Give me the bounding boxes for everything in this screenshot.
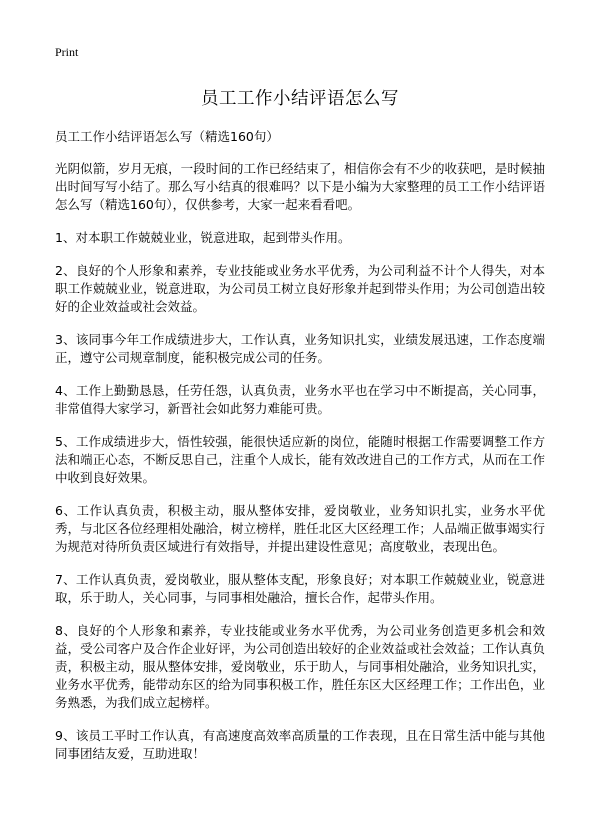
article-subtitle: 员工工作小结评语怎么写（精选160句）: [55, 129, 279, 144]
list-item: 4、工作上勤勤恳恳，任劳任怨，认真负责，业务水平也在学习中不断提高，关心同事，非常值得大家学习，新晋社会如此努力难能可贵。: [55, 383, 545, 416]
list-item: 3、该同事今年工作成绩进步大，工作认真，业务知识扎实，业绩发展迅速，工作态度端正，遵守公司规章制度，能积极完成公司的任务。: [55, 332, 545, 365]
intro-paragraph: 光阴似箭，岁月无痕，一段时间的工作已经结束了，相信你会有不少的收获吧，是时候抽出时间写写小结了。那么写小结真的很难吗？以下是小编为大家整理的员工工作小结评语怎么写（精选160句），仅供参考，大家一起来看看吧。: [55, 161, 545, 212]
list-item: 5、工作成绩进步大，悟性较强，能很快适应新的岗位，能随时根据工作需要调整工作方法和端正心态，不断反思自己，注重个人成长，能有效改进自己的工作方式，从而在工作中收到良好效果。: [55, 434, 545, 485]
list-item: 8、良好的个人形象和素养，专业技能或业务水平优秀，为公司业务创造更多机会和效益，受公司客户及合作企业好评，为公司创造出较好的企业效益或社会效益；工作认真负责，积极主动，服从整体安排，爱岗敬业，乐于助人，与同事相处融洽，业务知识扎实，业务水平优秀，能带动东区的给为同事积极工作，胜任东区大区经理工作；工作出色，业务熟悉，为我们成立起榜样。: [55, 623, 545, 710]
list-item: 7、工作认真负责，爱岗敬业，服从整体支配，形象良好；对本职工作兢兢业业，锐意进取，乐于助人，关心同事，与同事相处融洽，擅长合作，起带头作用。: [55, 572, 545, 605]
list-item: 2、良好的个人形象和素养，专业技能或业务水平优秀，为公司利益不计个人得失，对本职工作兢兢业业，锐意进取，为公司员工树立良好形象并起到带头作用；为公司创造出较好的企业效益或社会效益。: [55, 263, 545, 314]
page-title: 员工工作小结评语怎么写: [201, 89, 399, 109]
list-item: 6、工作认真负责，积极主动，服从整体安排，爱岗敬业，业务知识扎实，业务水平优秀，与北区各位经理相处融洽，树立榜样，胜任北区大区经理工作；人品端正做事竭实行为规范对待所负责区域进行有效指导，并提出建设性意见；高度敬业，表现出色。: [55, 503, 545, 554]
list-item: 1、对本职工作兢兢业业，锐意进取，起到带头作用。: [55, 230, 351, 245]
print-link[interactable]: Print: [55, 45, 79, 59]
list-item: 9、该员工平时工作认真，有高速度高效率高质量的工作表现，且在日常生活中能与其他同事团结友爱，互助进取！: [55, 728, 545, 761]
